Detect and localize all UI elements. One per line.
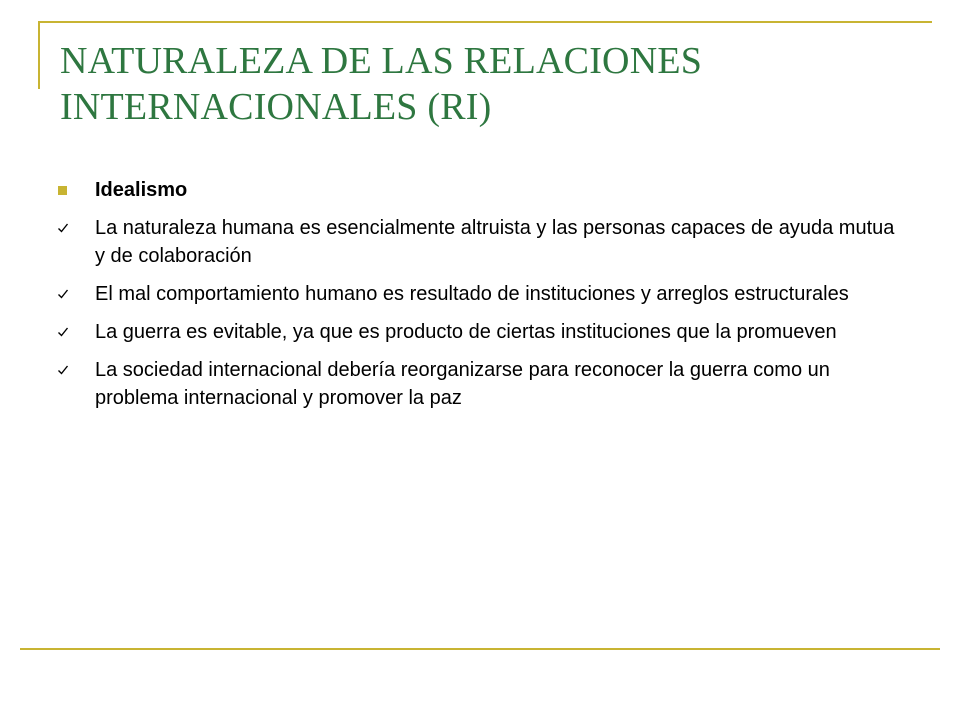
bullet-list	[56, 176, 906, 422]
heading-text: Idealismo	[95, 179, 188, 201]
list-item-text: La guerra es evitable, ya que es producto de ciertas instituciones que la promueven	[95, 321, 837, 343]
list-item	[56, 356, 906, 412]
top-divider	[38, 21, 932, 23]
checkmark-icon	[57, 222, 69, 234]
list-item	[56, 280, 906, 308]
slide-title: NATURALEZA DE LAS RELACIONES INTERNACIONALES (RI)	[60, 40, 703, 128]
list-item	[56, 214, 906, 270]
checkmark-icon	[57, 364, 69, 376]
list-item-text: El mal comportamiento humano es resultado de instituciones y arreglos estructurales	[95, 283, 849, 305]
list-item-text: La naturaleza humana es esencialmente altruista y las personas capaces de ayuda mutua y de colaboración	[95, 217, 895, 267]
bottom-divider	[20, 648, 940, 650]
list-item-text: La sociedad internacional debería reorganizarse para reconocer la guerra como un problema internacional y promover la paz	[95, 359, 830, 409]
list-heading	[56, 176, 906, 204]
square-bullet-icon	[58, 186, 67, 195]
checkmark-icon	[57, 288, 69, 300]
list-item	[56, 318, 906, 346]
checkmark-icon	[57, 326, 69, 338]
left-divider	[38, 21, 40, 89]
